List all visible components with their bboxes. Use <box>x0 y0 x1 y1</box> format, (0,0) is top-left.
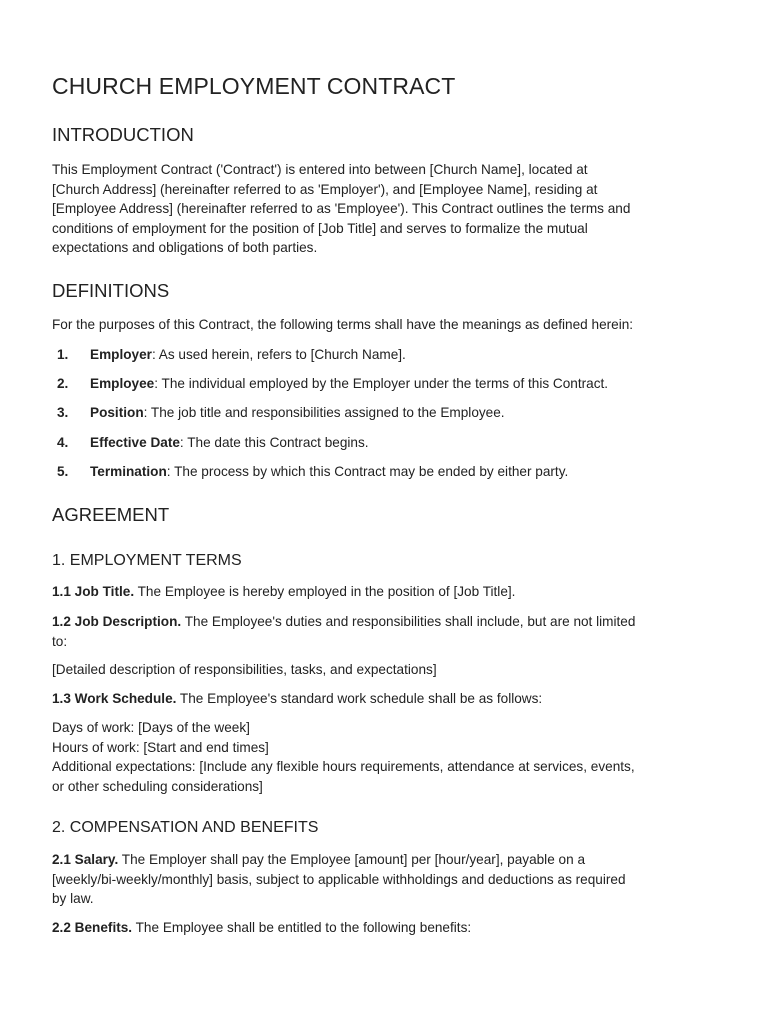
salary-label: 2.1 Salary. <box>52 852 119 867</box>
definition-item <box>52 374 722 403</box>
definition-number: 3. <box>57 405 69 421</box>
benefits-label: 2.2 Benefits. <box>52 920 133 935</box>
definition-number: 4. <box>57 434 69 450</box>
definition-text: : As used herein, refers to [Church Name]. <box>151 347 406 362</box>
definition-text: : The process by which this Contract may be ended by either party. <box>166 463 569 479</box>
job-title-text: The Employee is hereby employed in the position of [Job Title]. <box>134 584 516 599</box>
work-schedule-clause <box>52 689 722 709</box>
introduction-line: conditions of employment for the position of [Job Title] and serves to formalize the mutual <box>52 220 588 236</box>
schedule-line: Hours of work: [Start and end times] <box>52 739 269 755</box>
definitions-list <box>52 345 722 491</box>
benefits-text: The Employee shall be entitled to the following benefits: <box>132 920 472 935</box>
definition-item <box>52 345 722 374</box>
introduction-paragraph <box>52 160 722 258</box>
compensation-heading: 2. COMPENSATION AND BENEFITS <box>52 819 319 836</box>
benefits-clause <box>52 918 722 938</box>
schedule-line: or other scheduling considerations] <box>52 778 263 794</box>
job-description-label: 1.2 Job Description. <box>52 614 182 629</box>
introduction-line: expectations and obligations of both parties. <box>52 240 318 255</box>
introduction-line: [Employee Address] (hereinafter referred to as 'Employee'). This Contract outlines the terms and <box>52 201 631 216</box>
salary-text: The Employer shall pay the Employee [amount] per [hour/year], payable on a <box>118 852 585 867</box>
salary-clause <box>52 850 722 909</box>
job-description-text: The Employee's duties and responsibilities shall include, but are not limited <box>181 614 636 629</box>
definition-term: Effective Date <box>90 434 180 450</box>
definition-number: 2. <box>57 376 69 392</box>
definition-term: Employer <box>90 347 152 362</box>
job-title-clause <box>52 582 722 602</box>
schedule-details <box>52 718 722 796</box>
introduction-line: [Church Address] (hereinafter referred to as 'Employer'), and [Employee Name], residing at <box>52 181 598 197</box>
introduction-heading: INTRODUCTION <box>52 124 194 145</box>
introduction-line: This Employment Contract ('Contract') is entered into between [Church Name], located at <box>52 162 588 177</box>
document-title: CHURCH EMPLOYMENT CONTRACT <box>52 73 456 99</box>
definition-item <box>52 462 722 491</box>
job-description-text-cont: to: <box>52 633 68 649</box>
job-title-label: 1.1 Job Title. <box>52 584 135 599</box>
definition-item <box>52 403 722 432</box>
detail-placeholder: [Detailed description of responsibilities, tasks, and expectations] <box>52 662 437 677</box>
definition-number: 1. <box>57 347 69 362</box>
salary-text-cont: [weekly/bi-weekly/monthly] basis, subject to applicable withholdings and deductions as required <box>52 871 626 887</box>
definition-item <box>52 433 722 462</box>
schedule-line: Additional expectations: [Include any flexible hours requirements, attendance at services, events, <box>52 759 635 774</box>
work-schedule-text: The Employee's standard work schedule shall be as follows: <box>176 691 543 706</box>
salary-text-cont: by law. <box>52 891 94 906</box>
employment-terms-heading: 1. EMPLOYMENT TERMS <box>52 552 242 569</box>
definition-text: : The individual employed by the Employer under the terms of this Contract. <box>154 376 609 392</box>
definition-text: : The job title and responsibilities assigned to the Employee. <box>143 405 505 421</box>
agreement-heading: AGREEMENT <box>52 504 170 525</box>
definition-term: Termination <box>90 463 167 479</box>
work-schedule-label: 1.3 Work Schedule. <box>52 691 177 706</box>
schedule-line: Days of work: [Days of the week] <box>52 720 250 735</box>
definitions-intro: For the purposes of this Contract, the following terms shall have the meanings as defined herein: <box>52 317 634 332</box>
definition-number: 5. <box>57 463 69 479</box>
definition-term: Employee <box>90 376 155 392</box>
definitions-heading: DEFINITIONS <box>52 280 170 301</box>
definition-text: : The date this Contract begins. <box>179 434 369 450</box>
job-description-clause <box>52 612 722 651</box>
definition-term: Position <box>90 405 144 421</box>
